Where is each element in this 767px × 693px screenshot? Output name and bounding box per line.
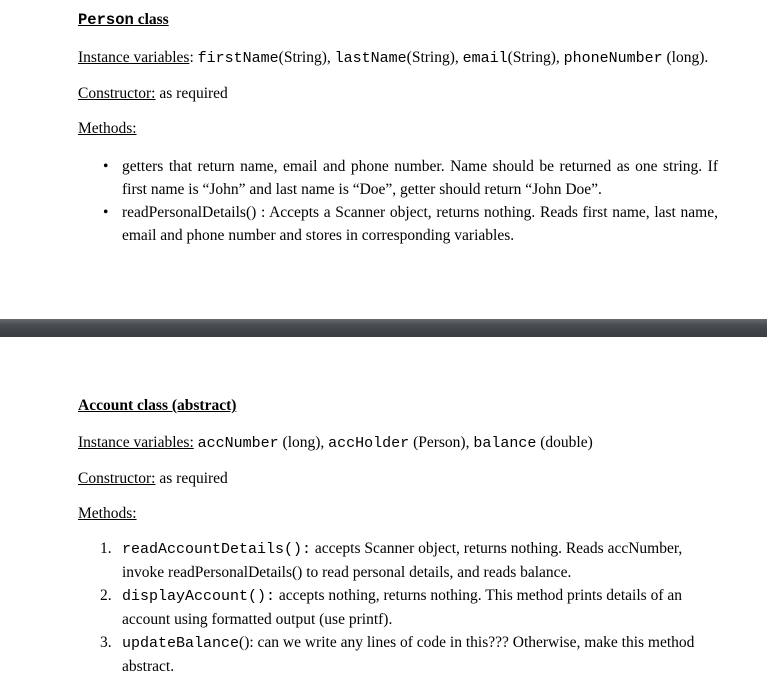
method-code: displayAccount(): xyxy=(122,588,276,605)
variable-name: balance xyxy=(473,435,537,452)
account-methods-line xyxy=(78,502,718,525)
page-bottom-whitespace xyxy=(0,247,767,319)
variable-name: phoneNumber xyxy=(563,50,663,67)
variable-type: (String), xyxy=(406,49,463,66)
variable-name: email xyxy=(462,50,508,67)
variable-type: (String), xyxy=(278,49,335,66)
variable-type: (long). xyxy=(662,49,709,66)
person-instance-variables xyxy=(78,46,718,70)
variable-name: accHolder xyxy=(328,435,410,452)
method-code: readAccountDetails(): xyxy=(122,541,312,558)
method-text: (): can we write any lines of code in this??? Otherwise, make this method abstract. xyxy=(122,634,695,675)
account-section xyxy=(0,337,767,678)
page-break-divider xyxy=(0,319,767,337)
person-heading-text xyxy=(78,11,169,28)
constructor-text: as required xyxy=(155,85,228,102)
variable-name: lastName xyxy=(334,50,407,67)
variable-type: (double) xyxy=(536,434,593,451)
account-heading xyxy=(78,394,718,417)
constructor-label: Constructor: xyxy=(78,470,156,487)
list-item xyxy=(78,584,718,631)
variable-type: (long), xyxy=(278,434,329,451)
person-section xyxy=(0,0,767,247)
list-item xyxy=(78,201,718,247)
variable-type: (String), xyxy=(507,49,564,66)
person-heading-code: Person xyxy=(78,11,134,29)
method-code: updateBalance xyxy=(122,635,240,652)
account-methods-list xyxy=(78,537,718,678)
person-methods-list xyxy=(78,155,718,247)
account-heading-text: Account class (abstract) xyxy=(78,397,237,414)
methods-label: Methods: xyxy=(78,120,137,137)
bullet-icon: • xyxy=(103,204,109,221)
list-item xyxy=(78,537,718,584)
account-constructor-line xyxy=(78,467,718,490)
method-text: accepts nothing, returns nothing. This method prints details of an account using formatted output (use printf). xyxy=(122,587,682,628)
item-number: 3. xyxy=(100,634,112,651)
account-instance-variables xyxy=(78,431,718,455)
methods-label: Methods: xyxy=(78,505,137,522)
item-number: 1. xyxy=(100,540,112,557)
list-item xyxy=(78,631,718,678)
person-methods-line xyxy=(78,117,718,140)
list-item xyxy=(78,155,718,201)
bullet-text: readPersonalDetails() : Accepts a Scanner object, returns nothing. Reads first name, last name, email and phone number and stores in corresponding variables. xyxy=(122,204,718,244)
variable-type: (Person), xyxy=(409,434,474,451)
item-number: 2. xyxy=(100,587,112,604)
instance-variables-label: Instance variables xyxy=(78,49,190,66)
person-heading xyxy=(78,8,718,32)
instance-variables-label: Instance variables: xyxy=(78,434,194,451)
person-heading-serif: class xyxy=(133,11,169,28)
bullet-text: getters that return name, email and phone number. Name should be returned as one string. If first name is “John” and last name is “Doe”, getter should return “John Doe”. xyxy=(122,158,718,198)
instance-variables-separator: : xyxy=(189,49,198,66)
person-constructor-line xyxy=(78,82,718,105)
method-text: accepts Scanner object, returns nothing. Reads accNumber, invoke readPersonalDetails() to read personal details, and reads balance. xyxy=(122,540,683,581)
bullet-icon: • xyxy=(103,158,109,175)
constructor-label: Constructor: xyxy=(78,85,156,102)
constructor-text: as required xyxy=(155,470,228,487)
variable-name: accNumber xyxy=(197,435,279,452)
variable-name: firstName xyxy=(197,50,279,67)
